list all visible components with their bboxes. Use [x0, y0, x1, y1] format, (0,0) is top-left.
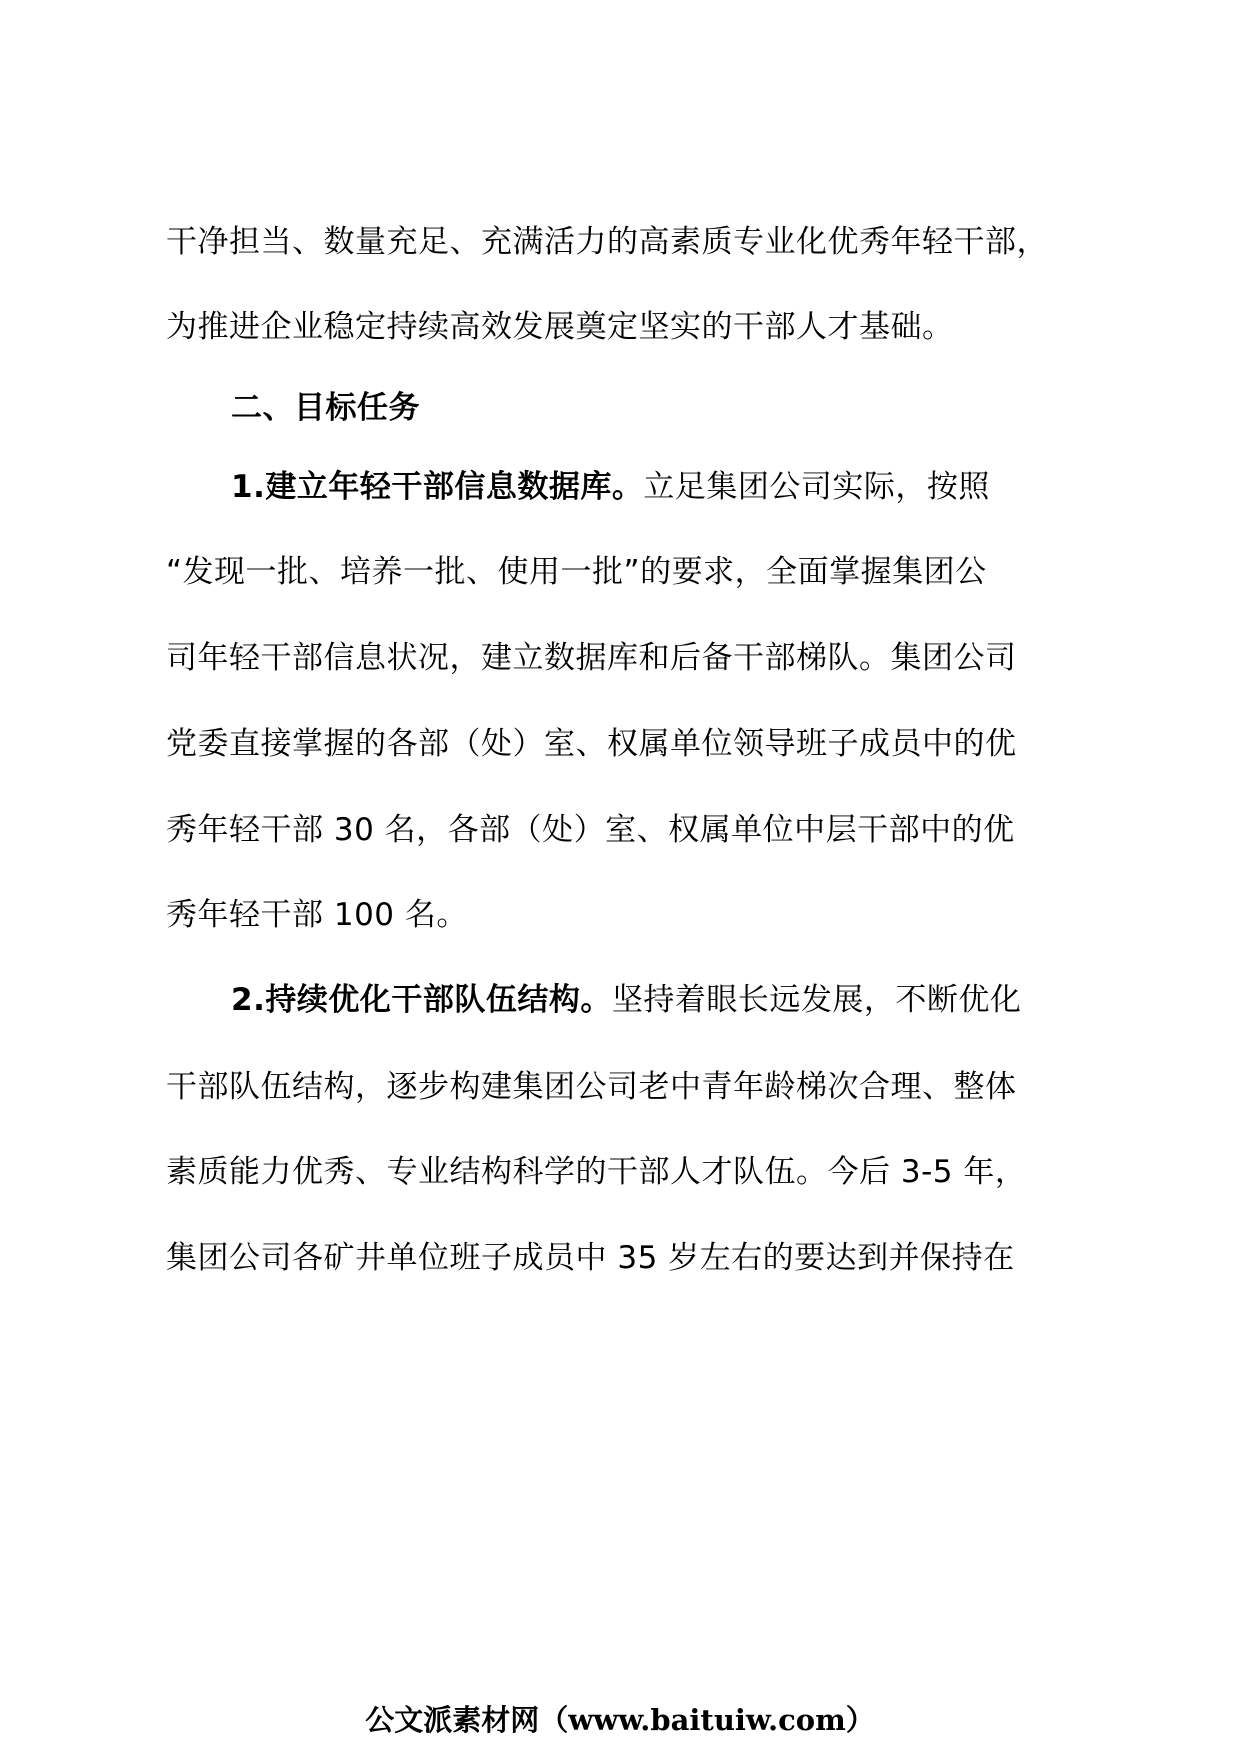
paragraph-line: 党委直接掌握的各部（处）室、权属单位领导班子成员中的优 — [166, 726, 1017, 762]
paragraph-line: 1.建立年轻干部信息数据库。立足集团公司实际，按照 — [231, 469, 990, 505]
paragraph-line: 集团公司各矿井单位班子成员中 35 岁左右的要达到并保持在 — [166, 1240, 1015, 1276]
item-heading: 1.建立年轻干部信息数据库。 — [231, 469, 644, 505]
paragraph-line: 司年轻干部信息状况，建立数据库和后备干部梯队。集团公司 — [166, 640, 1017, 676]
paragraph-line: 干部队伍结构，逐步构建集团公司老中青年龄梯次合理、整体 — [166, 1069, 1017, 1105]
paragraph-line: 秀年轻干部 30 名，各部（处）室、权属单位中层干部中的优 — [166, 812, 1015, 848]
item-heading: 2.持续优化干部队伍结构。 — [231, 982, 612, 1018]
footer-url: （www.baituiw.com） — [539, 1703, 875, 1737]
paragraph-line: 2.持续优化干部队伍结构。坚持着眼长远发展，不断优化 — [231, 982, 1022, 1018]
paragraph-line: 素质能力优秀、专业结构科学的干部人才队伍。今后 3-5 年， — [166, 1154, 1027, 1190]
page-footer — [0, 1700, 1240, 1740]
paragraph-line: 干净担当、数量充足、充满活力的高素质专业化优秀年轻干部， — [166, 224, 1048, 260]
paragraph-line: 秀年轻干部 100 名。 — [166, 897, 468, 933]
paragraph-line: 为推进企业稳定持续高效发展奠定坚实的干部人才基础。 — [166, 309, 954, 345]
section-heading: 二、目标任务 — [231, 390, 420, 426]
paragraph-line: “发现一批、培养一批、使用一批”的要求，全面掌握集团公 — [166, 554, 987, 590]
footer-site-name: 公文派素材网 — [365, 1703, 540, 1737]
